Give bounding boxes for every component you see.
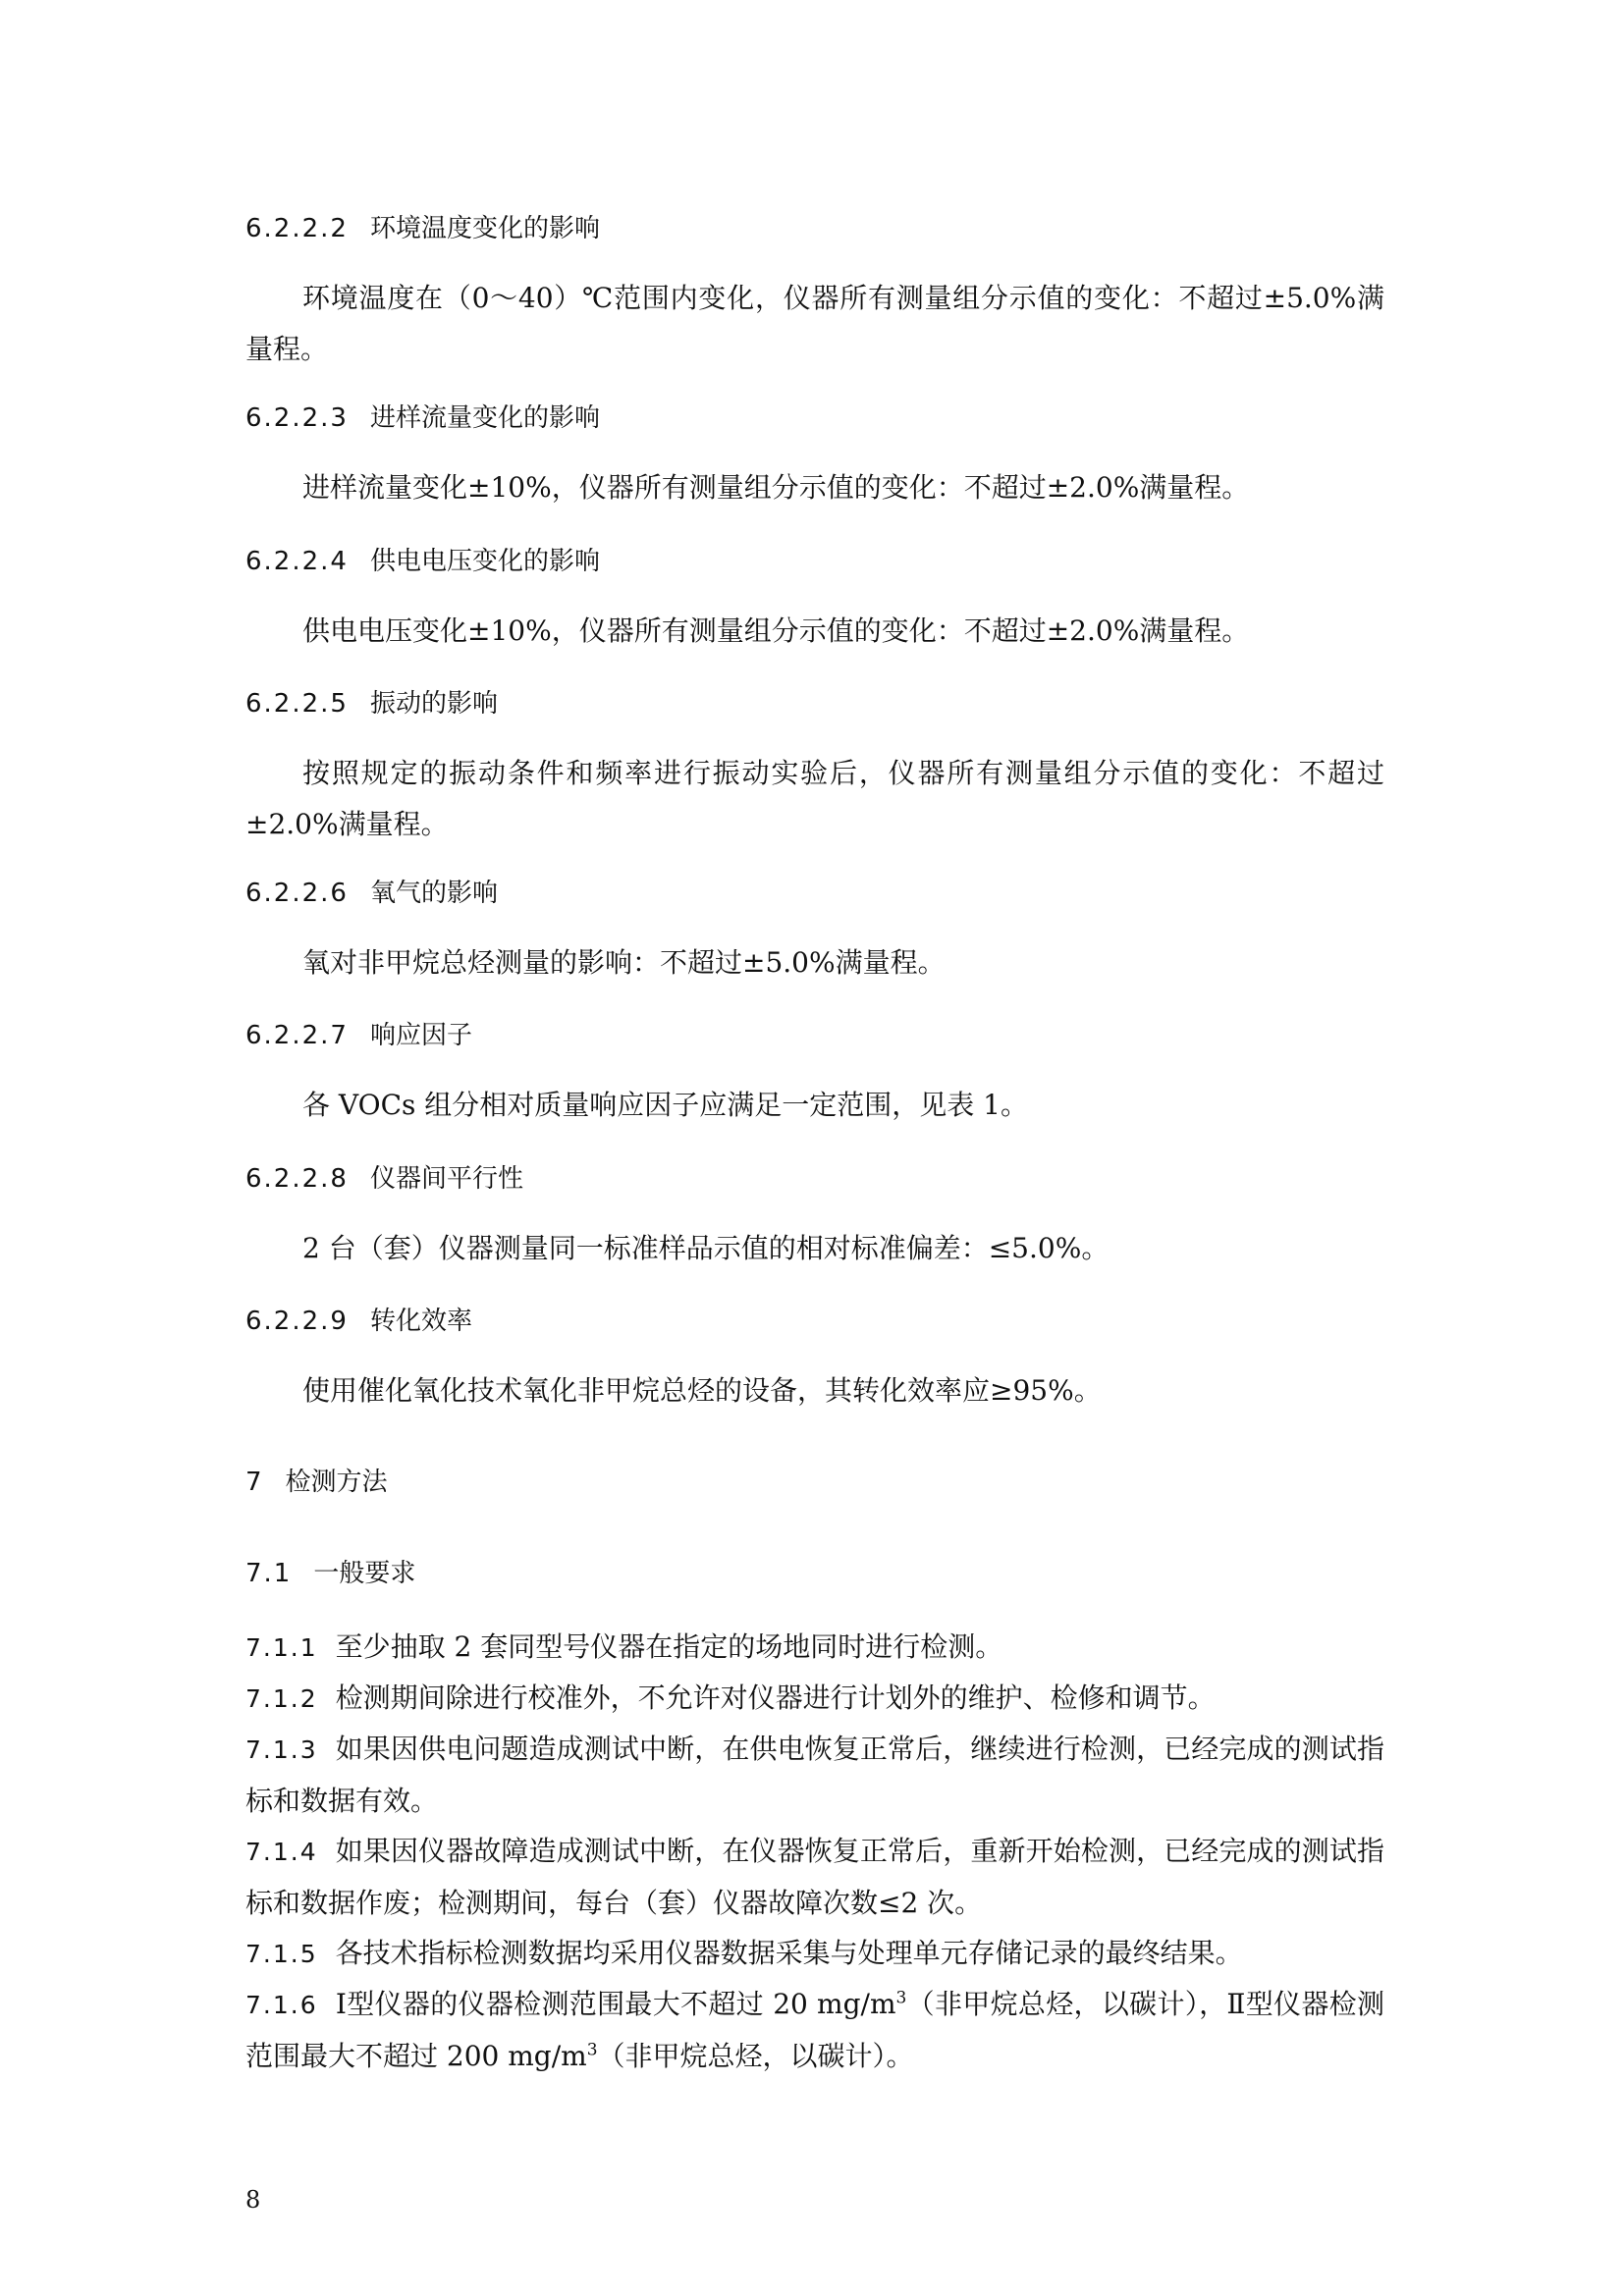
section-title: 进样流量变化的影响: [369, 403, 600, 433]
section-heading: [245, 212, 600, 245]
requirement-item: [245, 1724, 1384, 1827]
section-heading: [245, 545, 600, 578]
chapter-title: 检测方法: [285, 1468, 388, 1497]
requirement-item: [245, 1622, 1384, 1674]
section-body: 按照规定的振动条件和频率进行振动实验后，仪器所有测量组分示值的变化：不超过±2.0%满量程。: [245, 757, 1384, 840]
section-number: 6.2.2.3: [245, 403, 349, 433]
section-body: 氧对非甲烷总烃测量的影响：不超过±5.0%满量程。: [302, 946, 946, 979]
superscript: 3: [895, 1988, 907, 2008]
section-body: 环境温度在（0～40）℃范围内变化，仪器所有测量组分示值的变化：不超过±5.0%满量程。: [245, 282, 1384, 365]
item-number: 7.1.1: [245, 1633, 318, 1662]
section-heading: [245, 1019, 472, 1052]
section-number: 6.2.2.2: [245, 214, 349, 243]
requirement-item: [245, 1826, 1384, 1929]
page-number: 8: [245, 2186, 261, 2214]
section-body: 使用催化氧化技术氧化非甲烷总烃的设备，其转化效率应≥95%。: [302, 1374, 1102, 1407]
chapter-number: 7: [245, 1468, 264, 1497]
section-title: 仪器间平行性: [369, 1164, 523, 1194]
section-heading: [245, 687, 498, 721]
section-title: 供电电压变化的影响: [369, 547, 600, 576]
section-title: 振动的影响: [369, 689, 498, 719]
item-text: 各技术指标检测数据均采用仪器数据采集与处理单元存储记录的最终结果。: [335, 1937, 1243, 1969]
requirement-item: [245, 1928, 1384, 1980]
section-body: 各 VOCs 组分相对质量响应因子应满足一定范围，见表 1。: [302, 1089, 1028, 1121]
section-number: 6.2.2.4: [245, 547, 349, 576]
section-title: 转化效率: [369, 1307, 472, 1336]
item-text: Ⅰ型仪器的仪器检测范围最大不超过 20 mg/m: [335, 1988, 896, 2020]
section-body: 供电电压变化±10%，仪器所有测量组分示值的变化：不超过±2.0%满量程。: [302, 614, 1250, 647]
section-number: 6.2.2.9: [245, 1307, 349, 1336]
section-heading: [245, 1162, 523, 1196]
section-title: 环境温度变化的影响: [369, 214, 600, 243]
item-text: 如果因仪器故障造成测试中断，在仪器恢复正常后，重新开始检测，已经完成的测试指标和数据作废；检测期间，每台（套）仪器故障次数≤2 次。: [245, 1835, 1384, 1919]
item-text: 检测期间除进行校准外，不允许对仪器进行计划外的维护、检修和调节。: [335, 1682, 1216, 1714]
section-heading: [245, 877, 498, 910]
section-title: 氧气的影响: [369, 879, 498, 908]
item-text: （非甲烷总烃，以碳计），Ⅱ型仪器检测范围最大不超过 200 mg/m: [245, 1988, 1384, 2072]
item-text: （非甲烷总烃，以碳计）。: [597, 2040, 914, 2072]
section-heading: [245, 401, 600, 435]
section-number: 6.2.2.8: [245, 1164, 349, 1194]
subsection-heading: [245, 1557, 415, 1590]
section-number: 6.2.2.5: [245, 689, 349, 719]
subsection-title: 一般要求: [313, 1559, 416, 1588]
item-number: 7.1.6: [245, 1991, 318, 2019]
item-number: 7.1.5: [245, 1940, 318, 1968]
item-number: 7.1.4: [245, 1838, 318, 1866]
section-body: 进样流量变化±10%，仪器所有测量组分示值的变化：不超过±2.0%满量程。: [302, 471, 1250, 504]
section-body: 2 台（套）仪器测量同一标准样品示值的相对标准偏差：≤5.0%。: [302, 1232, 1110, 1264]
chapter-heading: [245, 1466, 388, 1499]
requirement-item: [245, 1979, 1384, 2082]
section-number: 6.2.2.6: [245, 879, 349, 908]
requirement-item: [245, 1673, 1384, 1725]
item-number: 7.1.2: [245, 1684, 318, 1713]
section-title: 响应因子: [369, 1021, 472, 1050]
subsection-number: 7.1: [245, 1559, 293, 1588]
item-number: 7.1.3: [245, 1735, 318, 1764]
superscript: 3: [586, 2040, 598, 2060]
section-number: 6.2.2.7: [245, 1021, 349, 1050]
item-text: 至少抽取 2 套同型号仪器在指定的场地同时进行检测。: [335, 1630, 1003, 1663]
item-text: 如果因供电问题造成测试中断，在供电恢复正常后，继续进行检测，已经完成的测试指标和数据有效。: [245, 1733, 1384, 1817]
section-heading: [245, 1305, 472, 1338]
